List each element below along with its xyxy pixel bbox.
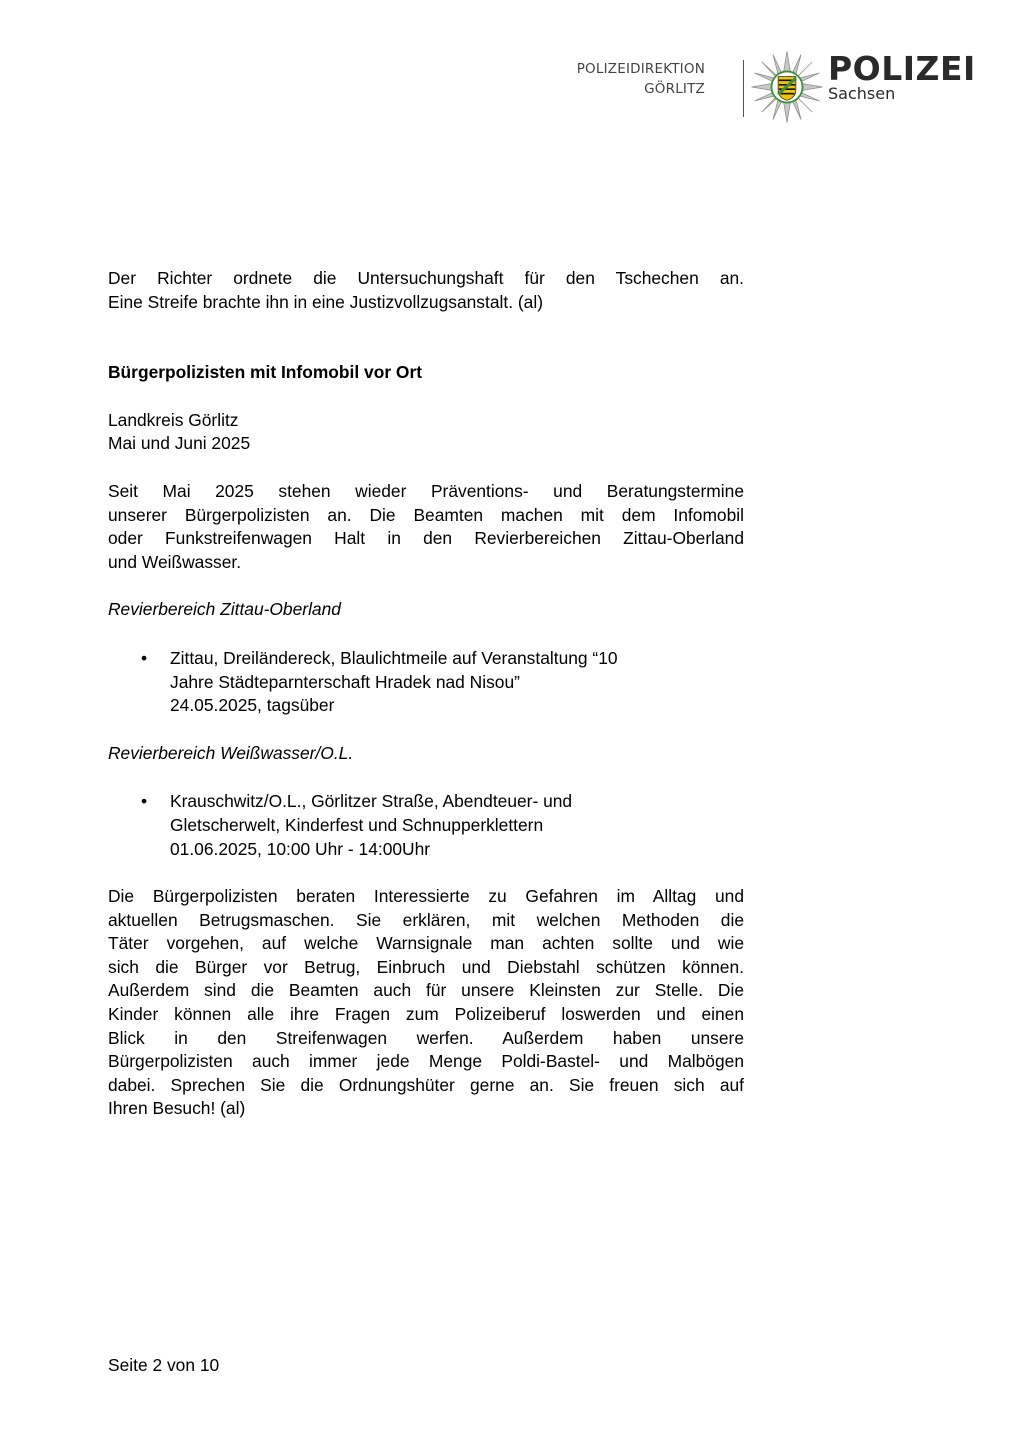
paragraph-1 [108, 480, 744, 574]
location-line: Landkreis Görlitz [108, 409, 239, 430]
header-divider [743, 60, 744, 117]
zittau-events-list [108, 647, 730, 718]
logo-word: POLIZEI [828, 49, 976, 88]
event-date-line: 24.05.2025, tagsüber [170, 695, 335, 716]
weisswasser-events-list [108, 790, 730, 861]
event-description-line: Gletscherwelt, Kinderfest und Schnupperklettern [170, 814, 544, 835]
event-description-line: Krauschwitz/O.L., Görlitzer Straße, Abendteuer- und [170, 791, 573, 812]
section-title-weisswasser: Revierbereich Weißwasser/O.L. [108, 742, 354, 763]
event-description-line: Zittau, Dreiländereck, Blaulichtmeile auf Veranstaltung “10 [170, 647, 618, 668]
intro-line-1: Der Richter ordnete die Untersuchungshaft für den Tschechen an. [108, 268, 744, 288]
paragraph-2-line: Die Bürgerpolizisten beraten Interessierte zu Gefahren im Alltag und [108, 886, 744, 907]
date-line: Mai und Juni 2025 [108, 433, 251, 454]
police-wordmark [828, 49, 976, 103]
paragraph-2 [108, 885, 744, 1121]
paragraph-1-line: oder Funkstreifenwagen Halt in den Revierbereichen Zittau-Oberland [108, 528, 744, 549]
page-number: Seite 2 von 10 [108, 1355, 220, 1375]
paragraph-2-line: Kinder können alle ihre Fragen zum Polizeiberuf loswerden und einen [108, 1004, 744, 1025]
document-body [108, 267, 744, 1121]
event-description-line: Jahre Städteparnterschaft Hradek nad Nisou” [170, 671, 520, 692]
paragraph-2-line: Blick in den Streifenwagen werfen. Außerdem haben unsere [108, 1027, 744, 1048]
paragraph-2-line: Bürgerpolizisten auch immer jede Menge Poldi-Bastel- und Malbögen [108, 1051, 744, 1072]
article-title: Bürgerpolizisten mit Infomobil vor Ort [108, 362, 423, 383]
intro-paragraph [108, 267, 744, 314]
paragraph-2-line: dabei. Sprechen Sie die Ordnungshüter gerne an. Sie freuen sich auf [108, 1074, 744, 1095]
paragraph-1-line: unserer Bürgerpolizisten an. Die Beamten machen mit dem Infomobil [108, 504, 744, 525]
bullet-icon: • [141, 647, 148, 668]
paragraph-2-line: Außerdem sind die Beamten auch für unsere Kleinsten zur Stelle. Die [108, 980, 744, 1001]
list-item [141, 790, 730, 861]
department-line-1: POLIZEIDIREKTION [576, 61, 705, 77]
police-star-crest-icon [750, 50, 824, 124]
paragraph-2-line: Ihren Besuch! (al) [108, 1098, 246, 1119]
bullet-icon: • [141, 791, 148, 812]
letterhead [560, 49, 976, 130]
list-item [141, 647, 730, 718]
department-name [505, 59, 705, 99]
paragraph-2-line: Täter vorgehen, auf welche Warnsignale man achten sollte und wie [108, 933, 744, 954]
section-title-zittau: Revierbereich Zittau-Oberland [108, 599, 341, 620]
paragraph-1-line: Seit Mai 2025 stehen wieder Präventions- und Beratungstermine [108, 480, 744, 501]
intro-line-2: Eine Streife brachte ihn in eine Justizvollzugsanstalt. (al) [108, 291, 543, 312]
paragraph-2-line: aktuellen Betrugsmaschen. Sie erklären, mit welchen Methoden die [108, 909, 744, 930]
paragraph-1-line: und Weißwasser. [108, 551, 242, 572]
logo-subtitle: Sachsen [828, 84, 896, 103]
paragraph-2-line: sich die Bürger vor Betrug, Einbruch und Diebstahl schützen können. [108, 956, 744, 977]
department-line-2: GÖRLITZ [644, 81, 705, 97]
event-date-line: 01.06.2025, 10:00 Uhr - 14:00Uhr [170, 838, 431, 859]
